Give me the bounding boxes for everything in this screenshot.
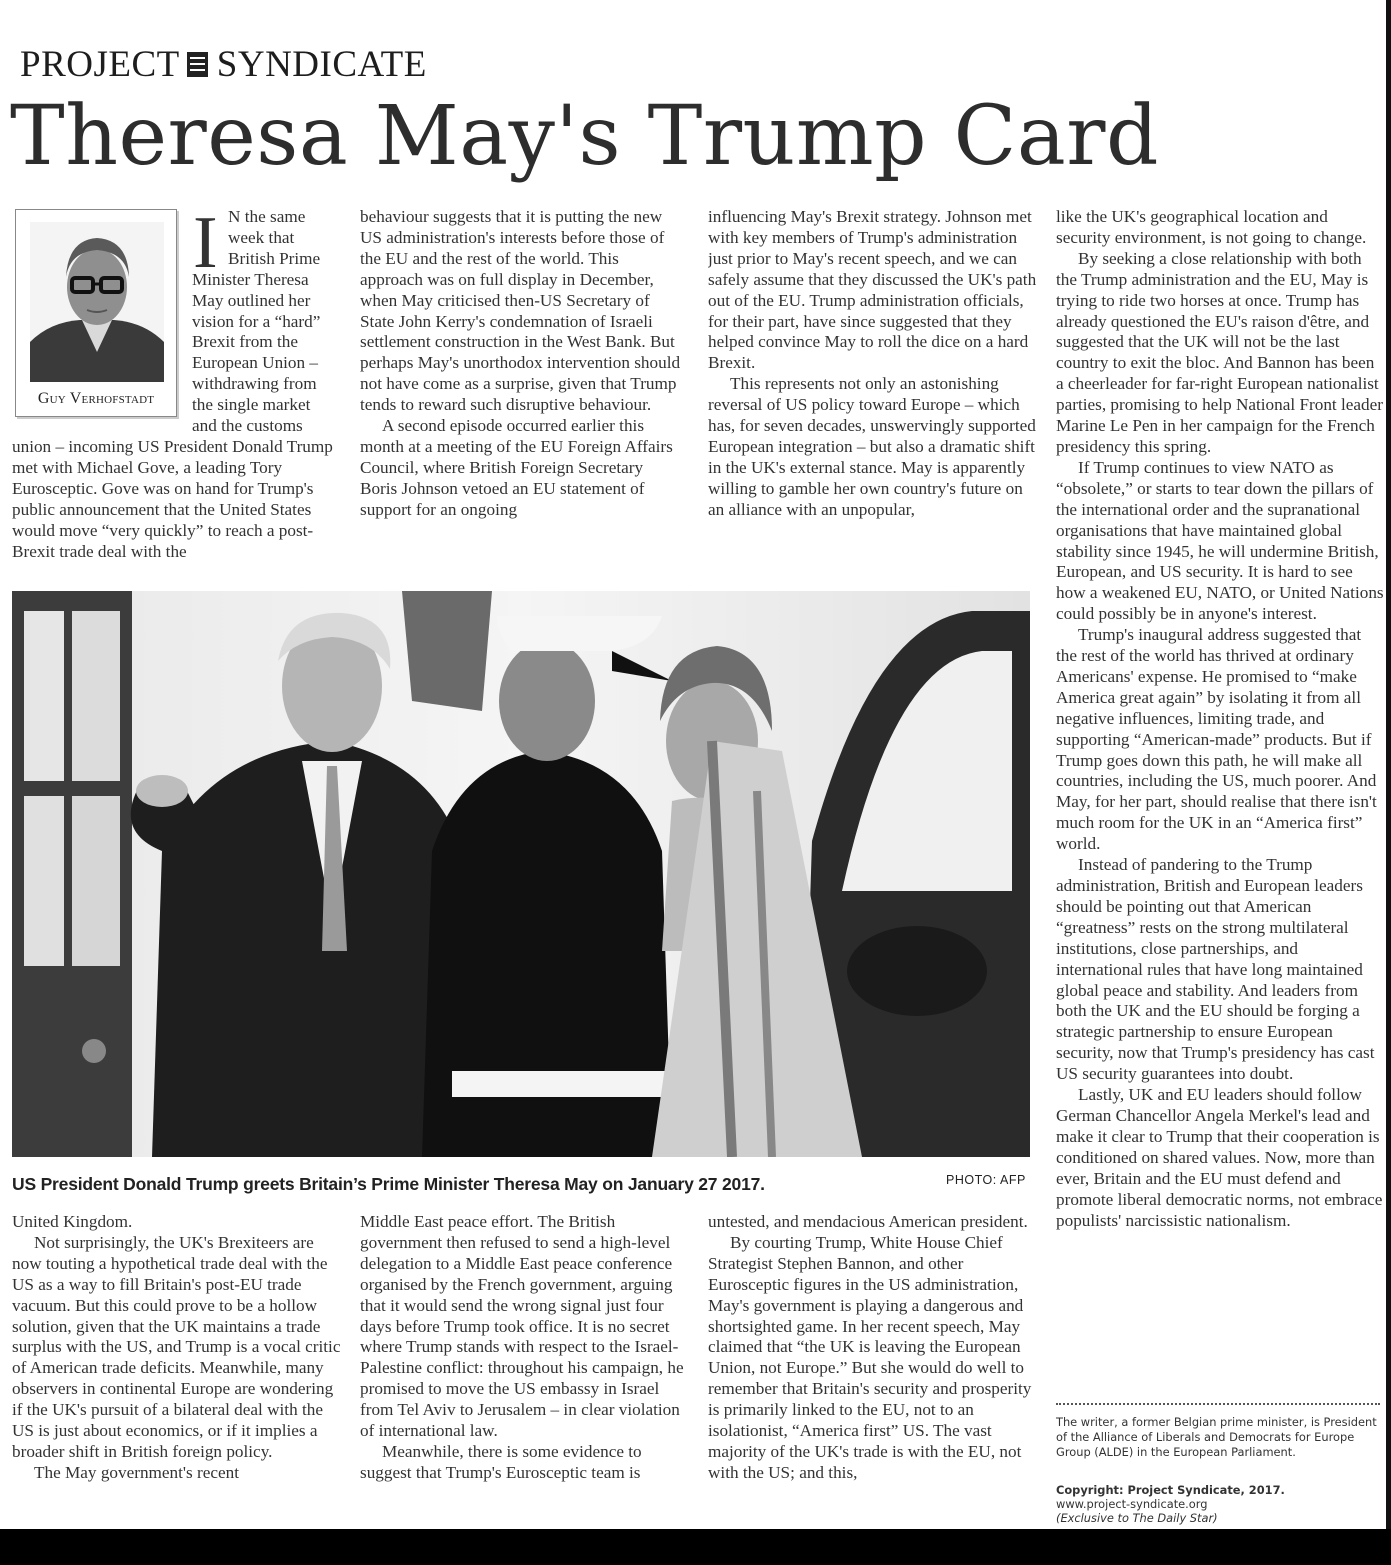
scan-edge (1386, 0, 1391, 1565)
lead-line: Minister Theresa (192, 269, 309, 289)
column-2-top (360, 207, 682, 573)
lead-line: week that (228, 227, 295, 247)
scan-bottom-edge (0, 1529, 1391, 1565)
column-4 (1056, 207, 1384, 1393)
lead-line: withdrawing from (192, 374, 317, 394)
column-2-bottom (360, 1212, 684, 1528)
paragraph: influencing May's Brexit strategy. Johnson met with key members of Trump's administration just prior to May's recent speech, and we can safely assume that they discussed the UK's path out of the EU. Trump administration officials, for their part, have since suggested that they helped convince May to roll the dice on a hard Brexit. (708, 207, 1037, 373)
lead-line: Brexit from the (192, 332, 298, 352)
author-bio: The writer, a former Belgian prime minister, is President of the Alliance of Liberals and Democrats for Europe Group (ALDE) in the European Parliament. (1056, 1415, 1377, 1459)
paragraph: By courting Trump, White House Chief Strategist Stephen Bannon, and other Eurosceptic figures in the US administration, May's government is playing a dangerous and shortsighted game. In her recent speech, May claimed that “the UK is leaving the European Union, not Europe.” But she would do well to remember that Britain's security and prosperity is primarily linked to the EU, not to an isolationist, “America first” US. The vast majority of the UK's trade is with the EU, not with the US; and this, (708, 1232, 1032, 1482)
photo-caption: US President Donald Trump greets Britain’s Prime Minister Theresa May on January 27 2017. (12, 1174, 765, 1194)
paragraph: like the UK's geographical location and security environment, is not going to change. (1056, 207, 1367, 247)
lead-line: the single market (192, 395, 311, 415)
paragraph: The May government's recent (34, 1462, 239, 1482)
column-3-top (708, 207, 1038, 573)
footer-divider (1056, 1403, 1380, 1405)
syndicate-logo-icon (187, 52, 208, 77)
lead-line: British Prime (228, 248, 321, 268)
photo-credit: PHOTO: AFP (946, 1173, 1026, 1187)
paragraph: Trump's inaugural address suggested that the rest of the world has thrived at ordinary Americans' expense. He promised to “make America great again” by isolating it from all negative influences, limiting trade, and supporting “American-made” products. But if Trump goes down this path, he will make all countries, including the US, much poorer. And May, for her part, should realise that there isn't much room for the UK in an “America first” world. (1056, 625, 1377, 854)
paragraph: Instead of pandering to the Trump administration, British and European leaders should be pointing out that American “greatness” rests on the strong multilateral institutions, close partnerships, and international rules that have long maintained global peace and stability. And leaders from both the UK and the EU should be forging a strategic partnership to ensure European security, now that Trump's presidency has cast US security guarantees into doubt. (1056, 855, 1375, 1084)
copyright-line: Copyright: Project Syndicate, 2017. (1056, 1483, 1285, 1497)
author-photo-box (15, 209, 177, 417)
photo-illustration (12, 591, 1030, 1157)
paragraph: Lastly, UK and EU leaders should follow German Chancellor Angela Merkel's lead and make it clear to Trump that their cooperation is conditioned on shared values. Now, more than ever, Britain and the EU must defend and promote liberal democratic norms, not embrace populists' narcissistic nationalism. (1056, 1085, 1383, 1230)
masthead-right: SYNDICATE (216, 43, 427, 85)
drop-cap: I (193, 202, 218, 284)
column-3-bottom (708, 1212, 1038, 1528)
paragraph: By seeking a close relationship with both the Trump administration and the EU, May is trying to ride two horses at once. Trump has already questioned the EU's raison d'être, and suggested that the UK will not be the last country to exit the bloc. And Bannon has been a cheerleader for far-right European nationalist parties, promising to help National Front leader Marine Le Pen in her campaign for the French presidency this spring. (1056, 248, 1383, 456)
news-photo (12, 591, 1030, 1157)
paragraph: behaviour suggests that it is putting the new US administration's interests before those of the EU and the rest of the world. This approach was on full display in December, when May criticised then-US Secretary of State John Kerry's condemnation of Israeli settlement construction in the West Bank. But perhaps May's unorthodox intervention should not have come as a surprise, given that Trump tends to reward such disruptive behaviour. (360, 207, 681, 415)
lead-line: May outlined her (192, 290, 311, 310)
website-link[interactable]: www.project-syndicate.org (1056, 1497, 1208, 1512)
copyright-block (1056, 1483, 1386, 1526)
paragraph: untested, and mendacious American president. (708, 1212, 1028, 1231)
author-name: Guy Verhofstadt (37, 390, 155, 407)
paragraph: This represents not only an astonishing reversal of US policy toward Europe – which has, for seven decades, unswervingly supported European integration – but also a dramatic shift in the UK's external stance. May is apparently willing to gamble her own country's future on an alliance with an unpopular, (708, 374, 1036, 519)
masthead-left: PROJECT (20, 43, 180, 85)
lead-line: vision for a “hard” (192, 311, 321, 331)
lead-line: European Union – (192, 353, 319, 373)
masthead (20, 44, 427, 84)
paragraph: union – incoming US President Donald Trump met with Michael Gove, a leading Tory Eurosceptic. Gove was on hand for Trump's public announcement that the United States would move “very quickly” to reach a post-Brexit trade deal with the (12, 437, 333, 561)
paragraph: Meanwhile, there is some evidence to suggest that Trump's Eurosceptic team is (360, 1441, 642, 1482)
paragraph: United Kingdom. (12, 1212, 133, 1231)
exclusive-note: (Exclusive to The Daily Star) (1056, 1511, 1218, 1526)
lead-line: and the customs (192, 416, 303, 436)
column-1-lead (192, 202, 352, 437)
paragraph: Middle East peace effort. The British government then refused to send a high-level delegation to a Middle East peace conference organised by the French government, arguing that it would send the wrong signal just four days before Trump took office. It is no secret where Trump stands with respect to the Israel-Palestine conflict: throughout his campaign, he promised to move the US embassy in Israel from Tel Aviv to Jerusalem – in clear violation of international law. (360, 1212, 684, 1441)
lead-line: N the same (228, 207, 306, 226)
headline: Theresa May's Trump Card (10, 89, 1159, 184)
column-1-top (12, 437, 348, 587)
paragraph: A second episode occurred earlier this month at a meeting of the EU Foreign Affairs Council, where British Foreign Secretary Boris Johnson vetoed an EU statement of support for an ongoing (360, 416, 673, 519)
paragraph: If Trump continues to view NATO as “obsolete,” or starts to tear down the pillars of the international order and the supranational organisations that have maintained global stability since 1945, he will undermine British, European, and US security. It is hard to see how a weakened EU, NATO, or United Nations could possibly be in anyone's interest. (1056, 457, 1384, 624)
paragraph: Not surprisingly, the UK's Brexiteers are now touting a hypothetical trade deal with the US as a way to fill Britain's post-EU trade vacuum. But this could prove to be a hollow solution, given that the UK maintains a trade surplus with the US, and Trump is a vocal critic of American trade deficits. Meanwhile, many observers in continental Europe are wondering if the UK's pursuit of a bilateral deal with the US is just about economics, or if it implies a broader shift in British foreign policy. (12, 1232, 341, 1461)
author-portrait (30, 222, 164, 382)
lead-lines (192, 202, 352, 437)
column-1-bottom (12, 1212, 346, 1528)
